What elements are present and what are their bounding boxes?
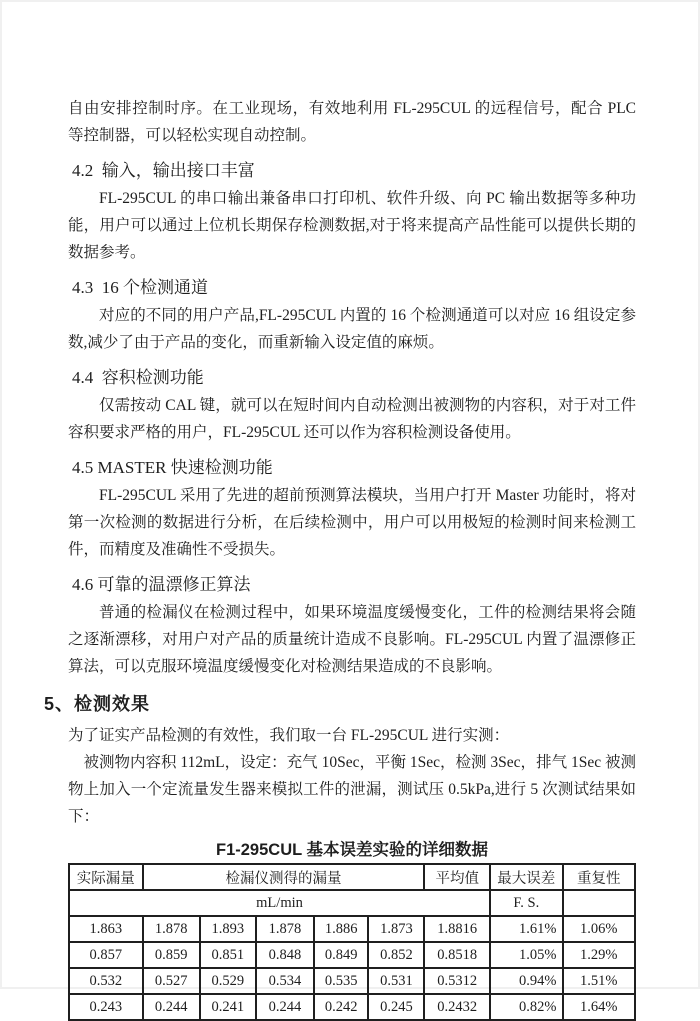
table-cell: 1.886 <box>314 916 368 942</box>
section-body-4-2: FL-295CUL 的串口输出兼备串口打印机、软件升级、向 PC 输出数据等多种功能，用户可以通过上位机长期保存检测数据,对于将来提高产品性能可以提供长期的数据参考。 <box>68 190 636 261</box>
table-title: F1-295CUL 基本误差实验的详细数据 <box>216 841 488 859</box>
table-cell: 0.851 <box>200 942 256 968</box>
table-cell: 1.29% <box>563 942 636 968</box>
table-cell: 1.51% <box>563 968 636 994</box>
table-cell: 1.05% <box>490 942 562 968</box>
table-header-row <box>69 864 635 890</box>
table-cell: 1.878 <box>256 916 314 942</box>
table-cell: 0.5312 <box>424 968 490 994</box>
table-cell: 0.527 <box>143 968 200 994</box>
section-heading-4-6: 4.6 可靠的温漂修正算法 <box>72 575 251 594</box>
table-cell: 0.94% <box>490 968 562 994</box>
table-cell: 1.8816 <box>424 916 490 942</box>
table-cell: 0.8518 <box>424 942 490 968</box>
table-cell: 0.534 <box>256 968 314 994</box>
table-cell: 1.61% <box>490 916 562 942</box>
table-unit-row <box>69 890 635 916</box>
section-heading-5: 5、检测效果 <box>44 694 151 714</box>
table-row <box>69 916 635 942</box>
section-body-4-3: 对应的不同的用户产品,FL-295CUL 内置的 16 个检测通道可以对应 16 组设定参数,减少了由于产品的变化，而重新输入设定值的麻烦。 <box>68 307 636 351</box>
table-cell: 0.242 <box>314 994 368 1020</box>
table-cell: 0.857 <box>69 942 143 968</box>
table-cell: 0.859 <box>143 942 200 968</box>
header-measured-leak: 检漏仪测得的漏量 <box>143 864 425 890</box>
section5-paragraph-1: 为了证实产品检测的有效性，我们取一台 FL-295CUL 进行实测： <box>68 727 510 744</box>
section-heading-4-4: 4.4 容积检测功能 <box>72 368 204 387</box>
table-cell: 0.848 <box>256 942 314 968</box>
header-max-error: 最大误差 <box>490 864 562 890</box>
section-heading-4-2: 4.2 输入，输出接口丰富 <box>72 161 255 180</box>
table-cell: 1.863 <box>69 916 143 942</box>
table-cell: 1.893 <box>200 916 256 942</box>
table-cell: 0.849 <box>314 942 368 968</box>
table-cell: 0.2432 <box>424 994 490 1020</box>
table-cell: 0.529 <box>200 968 256 994</box>
table-cell: 0.535 <box>314 968 368 994</box>
table-cell: 1.878 <box>143 916 200 942</box>
section5-paragraph-2: 被测物内容积 112mL，设定：充气 10Sec，平衡 1Sec，检测 3Sec，排气 1Sec 被测物上加入一个定流量发生器来模拟工件的泄漏，测试压 0.5kPa,进行 5 次测试结果如下： <box>68 754 636 825</box>
header-average: 平均值 <box>424 864 490 890</box>
results-table <box>68 863 636 1021</box>
table-cell: 0.244 <box>143 994 200 1020</box>
table-cell: 0.532 <box>69 968 143 994</box>
section-body-4-6: 普通的检漏仪在检测过程中，如果环境温度缓慢变化，工件的检测结果将会随之逐渐漂移，对用户对产品的质量统计造成不良影响。FL-295CUL 内置了温漂修正算法，可以克服环境温度缓慢变化对检测结果造成的不良影响。 <box>68 604 636 675</box>
table-row <box>69 968 635 994</box>
header-actual-leak: 实际漏量 <box>69 864 143 890</box>
table-cell: 1.06% <box>563 916 636 942</box>
table-cell: 0.243 <box>69 994 143 1020</box>
table-cell: 1.873 <box>368 916 424 942</box>
table-cell: 0.245 <box>368 994 424 1020</box>
header-repeatability: 重复性 <box>563 864 636 890</box>
intro-paragraph: 自由安排控制时序。在工业现场，有效地利用 FL-295CUL 的远程信号，配合 PLC 等控制器，可以轻松实现自动控制。 <box>68 100 640 144</box>
table-cell: 1.64% <box>563 994 636 1020</box>
empty-cell <box>563 890 636 916</box>
section-body-4-4: 仅需按动 CAL 键，就可以在短时间内自动检测出被测物的内容积，对于对工件容积要求严格的用户，FL-295CUL 还可以作为容积检测设备使用。 <box>68 397 636 441</box>
table-cell: 0.531 <box>368 968 424 994</box>
section-body-4-5: FL-295CUL 采用了先进的超前预测算法模块，当用户打开 Master 功能时，将对第一次检测的数据进行分析，在后续检测中，用户可以用极短的检测时间来检测工件，而精度及准确性不受损失。 <box>68 487 636 558</box>
table-row <box>69 942 635 968</box>
table-cell: 0.852 <box>368 942 424 968</box>
unit-label: mL/min <box>69 890 490 916</box>
section-heading-4-3: 4.3 16 个检测通道 <box>72 278 208 297</box>
fs-label: F. S. <box>490 890 562 916</box>
section-heading-4-5: 4.5 MASTER 快速检测功能 <box>72 458 273 477</box>
table-cell: 0.241 <box>200 994 256 1020</box>
table-row <box>69 994 635 1020</box>
table-cell: 0.82% <box>490 994 562 1020</box>
table-cell: 0.244 <box>256 994 314 1020</box>
